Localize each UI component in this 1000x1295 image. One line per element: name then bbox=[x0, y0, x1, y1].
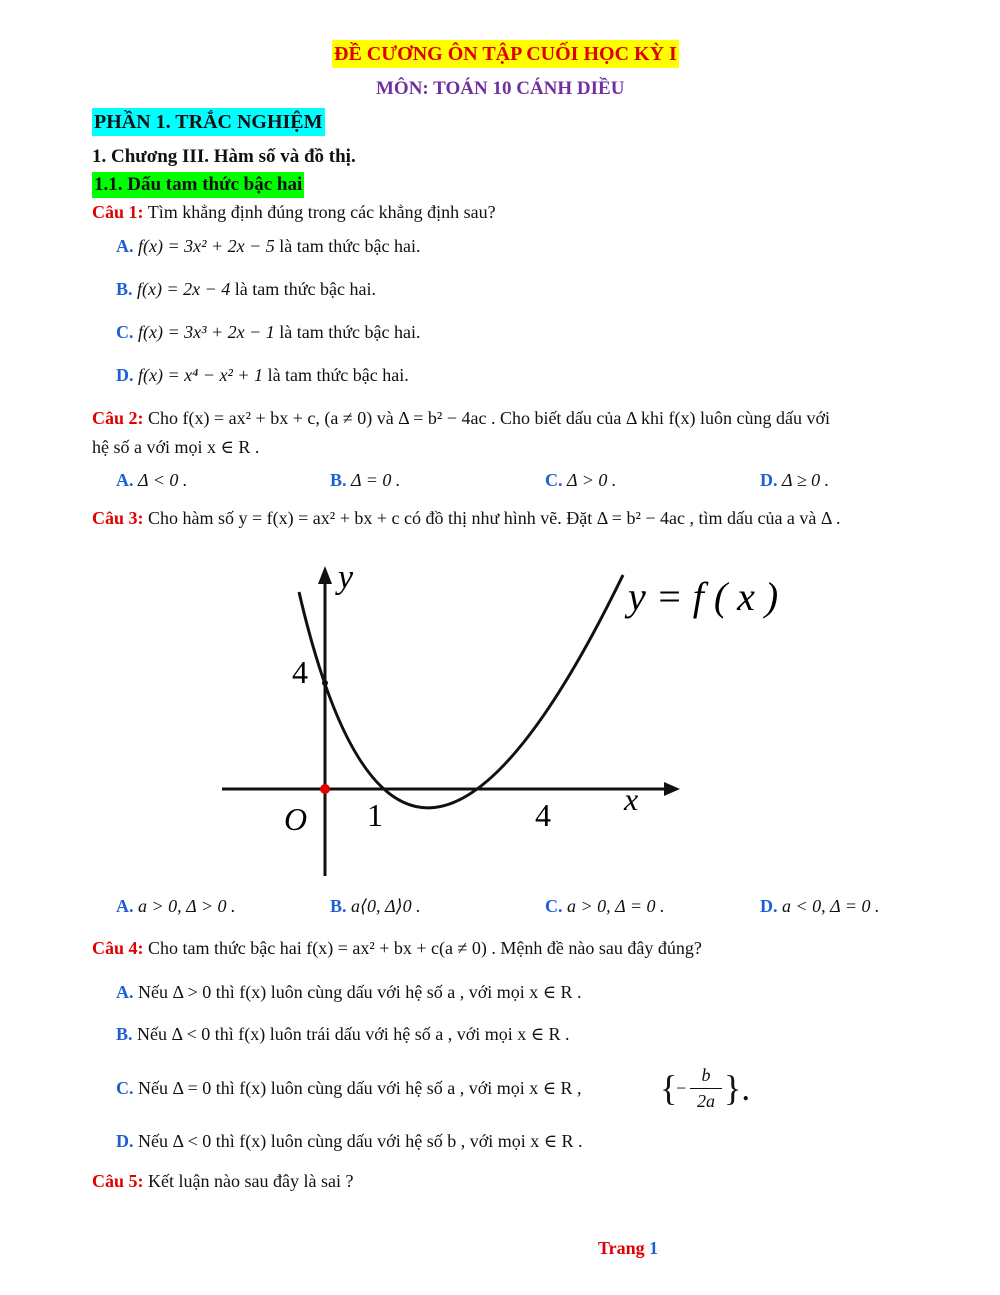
option-label: A. bbox=[116, 470, 134, 490]
question-4 bbox=[92, 936, 702, 960]
x-axis-arrow bbox=[664, 782, 680, 796]
option-math: f(x) = 2x − 4 bbox=[137, 279, 231, 299]
option-label: D. bbox=[760, 470, 778, 490]
q4-option-a[interactable] bbox=[116, 980, 582, 1004]
y-tick-label-4: 4 bbox=[292, 654, 308, 690]
option-text: Nếu Δ < 0 thì f(x) luôn cùng dấu với hệ số b , với mọi x ∈ R . bbox=[138, 1131, 583, 1151]
option-text: Nếu Δ = 0 thì f(x) luôn cùng dấu với hệ số a , với mọi x ∈ R , bbox=[138, 1078, 582, 1098]
y-axis-label: y bbox=[338, 559, 354, 596]
option-label: B. bbox=[116, 1024, 133, 1044]
set-minus-sign: − bbox=[676, 1078, 687, 1098]
option-math: Δ > 0 . bbox=[567, 470, 617, 490]
q3-option-c[interactable] bbox=[545, 894, 665, 918]
q3-option-a[interactable] bbox=[116, 894, 236, 918]
curve-label: y = f ( x ) bbox=[628, 574, 779, 619]
question-5 bbox=[92, 1169, 353, 1193]
chapter-heading: 1. Chương III. Hàm số và đồ thị. bbox=[92, 146, 356, 167]
q3-option-b[interactable] bbox=[330, 894, 421, 918]
fraction-bar bbox=[690, 1088, 722, 1089]
q4-option-c[interactable] bbox=[116, 1076, 582, 1100]
q4-option-b[interactable] bbox=[116, 1022, 570, 1046]
option-math: a > 0, Δ > 0 . bbox=[138, 896, 236, 916]
question-label: Câu 5: bbox=[92, 1171, 144, 1191]
question-label: Câu 1: bbox=[92, 202, 144, 222]
option-math: a > 0, Δ = 0 . bbox=[567, 896, 665, 916]
question-text: Cho f(x) = ax² + bx + c, (a ≠ 0) và Δ = b² − 4ac . Cho biết dấu của Δ khi f(x) luôn cùng dấu với bbox=[148, 408, 830, 428]
option-math: f(x) = 3x³ + 2x − 1 bbox=[138, 322, 275, 342]
parabola-curve bbox=[299, 575, 623, 808]
question-text: Cho hàm số y = f(x) = ax² + bx + c có đồ thị như hình vẽ. Đặt Δ = b² − 4ac , tìm dấu của a và Δ . bbox=[148, 508, 841, 528]
option-math: Δ < 0 . bbox=[138, 470, 188, 490]
option-math: a < 0, Δ = 0 . bbox=[782, 896, 880, 916]
option-label: C. bbox=[545, 896, 563, 916]
option-label: D. bbox=[760, 896, 778, 916]
document-subtitle: MÔN: TOÁN 10 CÁNH DIỀU bbox=[376, 78, 625, 99]
option-label: A. bbox=[116, 236, 134, 256]
y-axis-arrow bbox=[318, 566, 332, 584]
question-label: Câu 3: bbox=[92, 508, 144, 528]
option-label: C. bbox=[545, 470, 563, 490]
option-label: A. bbox=[116, 982, 134, 1002]
option-label: B. bbox=[330, 896, 347, 916]
question-text: Cho tam thức bậc hai f(x) = ax² + bx + c(a ≠ 0) . Mệnh đề nào sau đây đúng? bbox=[148, 938, 702, 958]
option-text: Nếu Δ > 0 thì f(x) luôn cùng dấu với hệ số a , với mọi x ∈ R . bbox=[138, 982, 582, 1002]
option-label: A. bbox=[116, 896, 134, 916]
option-math: Δ = 0 . bbox=[351, 470, 401, 490]
document-title: ĐỀ CƯƠNG ÔN TẬP CUỐI HỌC KỲ I bbox=[332, 40, 679, 68]
question-2-line-2: hệ số a với mọi x ∈ R . bbox=[92, 437, 260, 457]
q4-option-d[interactable] bbox=[116, 1129, 583, 1153]
option-label: D. bbox=[116, 1131, 134, 1151]
question-text: Tìm khẳng định đúng trong các khẳng định sau? bbox=[147, 202, 496, 222]
y-intercept-point bbox=[322, 680, 328, 686]
option-label: C. bbox=[116, 322, 134, 342]
option-math: f(x) = x⁴ − x² + 1 bbox=[138, 365, 264, 385]
origin-label: O bbox=[284, 801, 308, 837]
option-math: a⟨0, Δ⟩0 . bbox=[351, 896, 421, 916]
fraction-denominator: 2a bbox=[697, 1091, 715, 1111]
set-close-brace: }. bbox=[724, 1068, 751, 1108]
option-text: Nếu Δ < 0 thì f(x) luôn trái dấu với hệ số a , với mọi x ∈ R . bbox=[137, 1024, 570, 1044]
option-text: là tam thức bậc hai. bbox=[279, 322, 421, 342]
option-math: Δ ≥ 0 . bbox=[782, 470, 830, 490]
option-label: B. bbox=[116, 279, 133, 299]
option-text: là tam thức bậc hai. bbox=[267, 365, 409, 385]
part-heading: PHẦN 1. TRẮC NGHIỆM bbox=[92, 108, 325, 136]
set-open-brace: { bbox=[660, 1068, 678, 1108]
page-number: 1 bbox=[649, 1238, 659, 1258]
page-footer bbox=[598, 1238, 658, 1259]
origin-point bbox=[320, 784, 330, 794]
section-heading: 1.1. Dấu tam thức bậc hai bbox=[92, 172, 304, 198]
x-tick-label-1: 1 bbox=[367, 797, 383, 833]
option-label: C. bbox=[116, 1078, 134, 1098]
page-prefix: Trang bbox=[598, 1238, 645, 1258]
q3-option-d[interactable] bbox=[760, 894, 880, 918]
option-label: B. bbox=[330, 470, 347, 490]
option-text: là tam thức bậc hai. bbox=[234, 279, 376, 299]
question-label: Câu 2: bbox=[92, 408, 144, 428]
option-label: D. bbox=[116, 365, 134, 385]
option-text: là tam thức bậc hai. bbox=[279, 236, 421, 256]
x-tick-label-4: 4 bbox=[535, 797, 551, 833]
x-axis-label: x bbox=[624, 781, 639, 817]
question-text: Kết luận nào sau đây là sai ? bbox=[148, 1171, 354, 1191]
question-label: Câu 4: bbox=[92, 938, 144, 958]
option-math: f(x) = 3x² + 2x − 5 bbox=[138, 236, 275, 256]
fraction-numerator: b bbox=[701, 1065, 711, 1085]
